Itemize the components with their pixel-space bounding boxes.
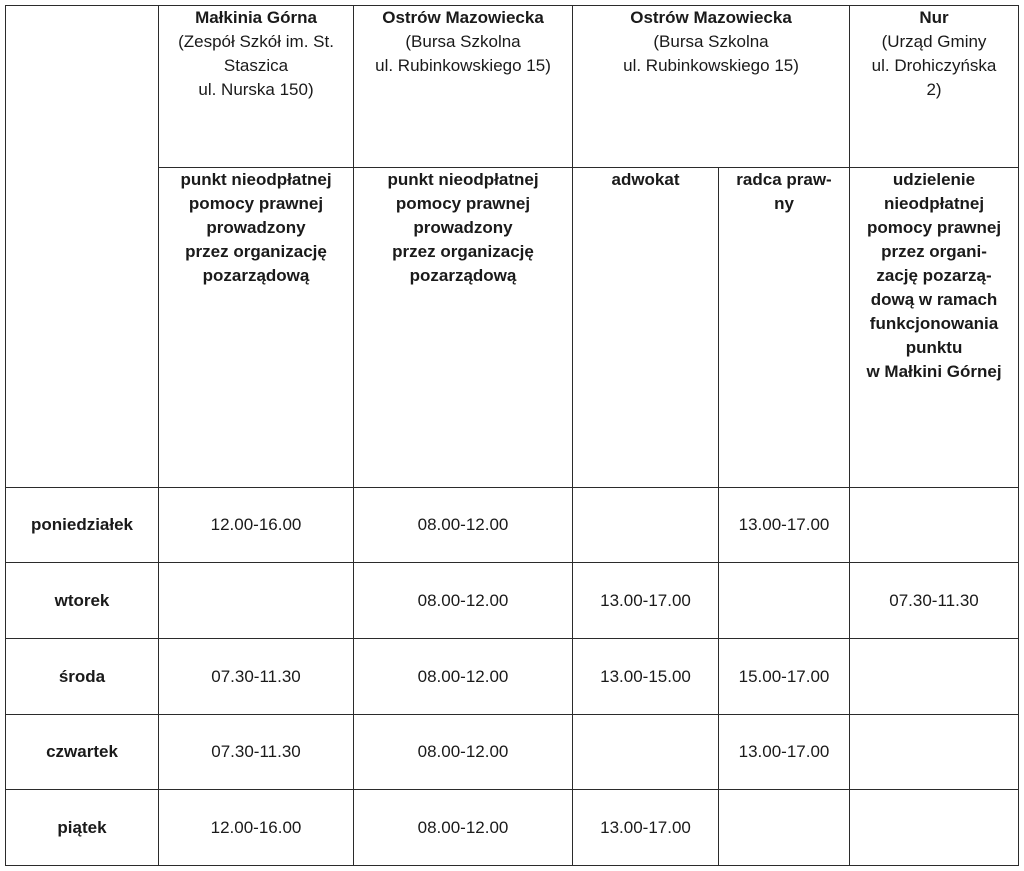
location-detail: ul. Nurska 150) bbox=[198, 80, 314, 99]
time-cell bbox=[573, 488, 719, 563]
time-cell: 13.00-17.00 bbox=[719, 715, 850, 790]
service-type-line: ny bbox=[774, 194, 794, 213]
location-detail: (Urząd Gminy bbox=[881, 32, 987, 51]
table-row bbox=[6, 488, 1019, 563]
service-type-line: adwokat bbox=[611, 170, 680, 189]
location-detail: ul. Drohiczyńska bbox=[871, 56, 997, 75]
time-cell bbox=[850, 488, 1019, 563]
time-cell: 08.00-12.00 bbox=[354, 790, 573, 866]
service-type-line: nieodpłatnej bbox=[883, 194, 985, 213]
service-type-line: punktu bbox=[905, 338, 963, 357]
location-detail: (Bursa Szkolna bbox=[653, 32, 769, 51]
table-row bbox=[6, 715, 1019, 790]
service-type-line: pomocy prawnej bbox=[395, 194, 531, 213]
service-type-line: prowadzony bbox=[206, 218, 306, 237]
location-name: Nur bbox=[919, 8, 949, 27]
service-type-line: udzielenie bbox=[892, 170, 976, 189]
time-cell bbox=[850, 715, 1019, 790]
service-type-header bbox=[719, 168, 850, 488]
time-cell: 08.00-12.00 bbox=[354, 715, 573, 790]
table-row bbox=[6, 639, 1019, 715]
service-type-header bbox=[850, 168, 1019, 488]
day-label: środa bbox=[6, 639, 159, 715]
location-detail: ul. Rubinkowskiego 15) bbox=[375, 56, 551, 75]
location-detail: Staszica bbox=[223, 56, 289, 75]
service-type-line: radca praw- bbox=[736, 170, 832, 189]
service-type-line: w Małkini Górnej bbox=[866, 362, 1002, 381]
location-header bbox=[850, 6, 1019, 168]
time-cell: 08.00-12.00 bbox=[354, 563, 573, 639]
day-label: wtorek bbox=[6, 563, 159, 639]
location-name: Małkinia Górna bbox=[195, 8, 317, 27]
service-type-line: przez organi- bbox=[881, 242, 987, 261]
location-name: Ostrów Mazowiecka bbox=[382, 8, 544, 27]
time-cell bbox=[573, 715, 719, 790]
location-header bbox=[573, 6, 850, 168]
time-cell: 12.00-16.00 bbox=[159, 488, 354, 563]
time-cell: 13.00-15.00 bbox=[573, 639, 719, 715]
location-name: Ostrów Mazowiecka bbox=[630, 8, 792, 27]
service-type-line: pozarządową bbox=[202, 266, 310, 285]
service-type-line: punkt nieodpłatnej bbox=[387, 170, 539, 189]
time-cell: 08.00-12.00 bbox=[354, 639, 573, 715]
time-cell: 12.00-16.00 bbox=[159, 790, 354, 866]
table-row bbox=[6, 563, 1019, 639]
time-cell: 13.00-17.00 bbox=[573, 790, 719, 866]
service-type-header bbox=[573, 168, 719, 488]
service-type-line: przez organizację bbox=[392, 242, 534, 261]
time-cell bbox=[159, 563, 354, 639]
time-cell: 13.00-17.00 bbox=[573, 563, 719, 639]
location-detail: 2) bbox=[926, 80, 942, 99]
schedule-table bbox=[5, 5, 1019, 866]
service-type-line: funkcjonowania bbox=[869, 314, 999, 333]
service-type-line: przez organizację bbox=[185, 242, 327, 261]
service-type-line: pozarządową bbox=[409, 266, 517, 285]
time-cell: 07.30-11.30 bbox=[159, 715, 354, 790]
service-type-line: dową w ramach bbox=[870, 290, 998, 309]
time-cell bbox=[850, 639, 1019, 715]
location-header bbox=[354, 6, 573, 168]
location-detail: (Bursa Szkolna bbox=[405, 32, 521, 51]
service-type-line: pomocy prawnej bbox=[188, 194, 324, 213]
location-header bbox=[159, 6, 354, 168]
time-cell: 13.00-17.00 bbox=[719, 488, 850, 563]
service-type-line: punkt nieodpłatnej bbox=[180, 170, 332, 189]
table-row bbox=[6, 790, 1019, 866]
time-cell: 07.30-11.30 bbox=[159, 639, 354, 715]
service-type-line: pomocy prawnej bbox=[866, 218, 1002, 237]
time-cell bbox=[719, 790, 850, 866]
service-type-line: prowadzony bbox=[413, 218, 513, 237]
service-type-header bbox=[354, 168, 573, 488]
time-cell: 07.30-11.30 bbox=[850, 563, 1019, 639]
time-cell: 08.00-12.00 bbox=[354, 488, 573, 563]
service-type-header bbox=[159, 168, 354, 488]
service-type-line: zację pozarzą- bbox=[876, 266, 992, 285]
header-row-locations bbox=[6, 6, 1019, 168]
time-cell bbox=[850, 790, 1019, 866]
day-label: czwartek bbox=[6, 715, 159, 790]
time-cell: 15.00-17.00 bbox=[719, 639, 850, 715]
location-detail: ul. Rubinkowskiego 15) bbox=[623, 56, 799, 75]
corner-cell bbox=[6, 6, 159, 488]
location-detail: (Zespół Szkół im. St. bbox=[178, 32, 334, 51]
day-label: poniedziałek bbox=[6, 488, 159, 563]
time-cell bbox=[719, 563, 850, 639]
day-label: piątek bbox=[6, 790, 159, 866]
